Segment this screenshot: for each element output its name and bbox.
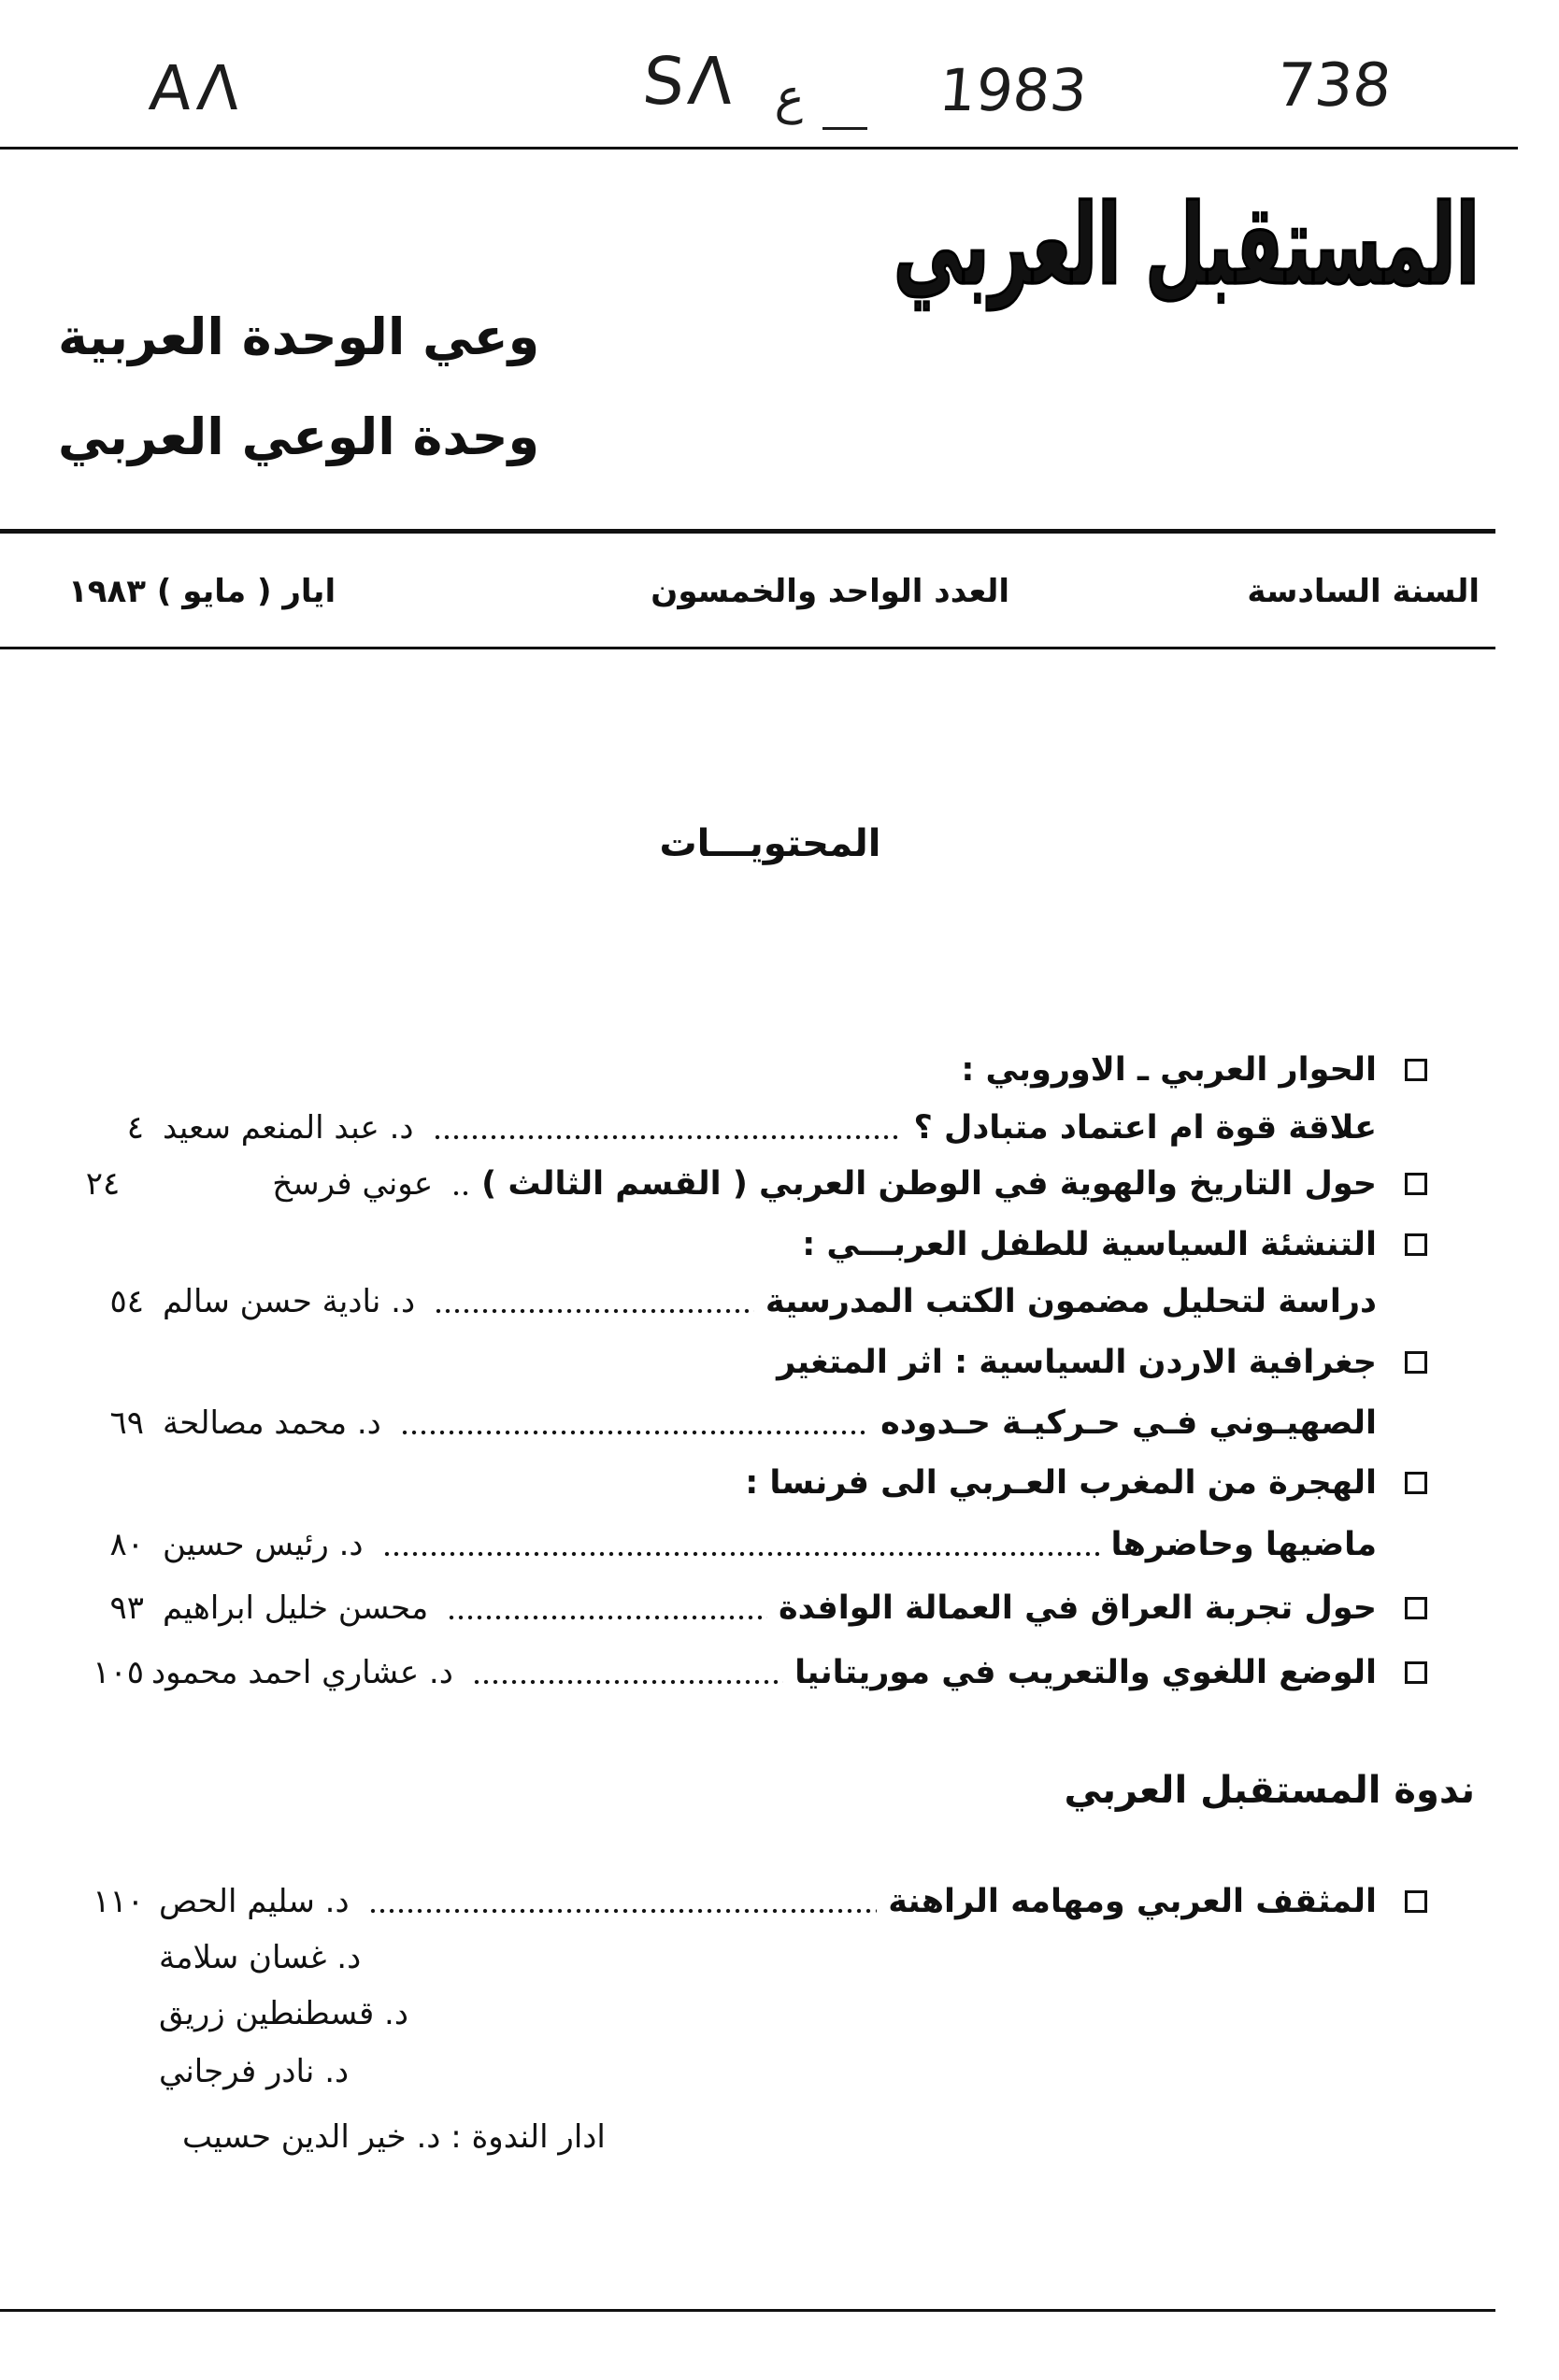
toc-page-number: ٩٣ (109, 1589, 144, 1627)
toc-title: التنشئة السياسية للطفل العربـــي : (802, 1226, 1377, 1263)
toc-entry (56, 1158, 1427, 1210)
toc-entry (56, 1646, 1427, 1699)
symposium-participant: د. غسان سلامة (159, 1939, 362, 1976)
toc-title: حول تجربة العراق في العمالة الوافدة (779, 1589, 1377, 1627)
toc-author: محسن خليل ابراهيم (163, 1589, 429, 1627)
toc-entry-continuation (56, 1518, 1427, 1571)
toc-subtitle: دراسة لتحليل مضمون الكتب المدرسية (765, 1283, 1377, 1320)
square-bullet-icon (1405, 1597, 1427, 1619)
symposium-participant: د. نادر فرجاني (159, 2053, 350, 2090)
dot-leader (433, 1134, 903, 1140)
headline-line-2: وحدة الوعي العربي (58, 407, 540, 466)
square-bullet-icon (1405, 1472, 1427, 1494)
toc-entry-continuation (56, 1276, 1427, 1328)
indent (1377, 1423, 1427, 1424)
square-bullet-icon (1405, 1173, 1427, 1195)
toc-author: د. رئيس حسين (163, 1526, 364, 1563)
toc-entry-continuation (56, 1102, 1427, 1154)
toc-author: د. عشاري احمد محمود (151, 1654, 453, 1691)
symposium-participant: د. قسطنطين زريق (159, 1995, 408, 2032)
symposium-heading: ندوة المستقبل العربي (1064, 1769, 1475, 1812)
dot-leader (382, 1551, 1100, 1557)
toc-page-number: ٥٤ (109, 1283, 144, 1320)
toc-subtitle: الصهيـوني فـي حـركيـة حـدوده (880, 1404, 1377, 1442)
symposium-participant: د. سليم الحص (159, 1883, 350, 1920)
toc-entry-continuation (56, 1397, 1427, 1449)
square-bullet-icon (1405, 1233, 1427, 1256)
symposium-moderator: ادار الندوة : د. خير الدين حسيب (182, 2118, 606, 2156)
volume-year-label: السنة السادسة (1247, 573, 1480, 610)
thick-rule (0, 529, 1495, 534)
symposium-title: المثقف العربي ومهامه الراهنة (888, 1883, 1377, 1920)
bottom-rule (0, 2309, 1495, 2312)
square-bullet-icon (1405, 1661, 1427, 1684)
toc-title: الوضع اللغوي والتعريب في موريتانيا (794, 1654, 1377, 1691)
square-bullet-icon (1405, 1059, 1427, 1081)
headline-line-1: وعي الوحدة العربية (58, 307, 540, 366)
toc-entry (56, 1219, 1427, 1271)
toc-title: جغرافية الاردن السياسية : اثر المتغير (777, 1344, 1377, 1381)
toc-page-number: ١٠٥ (93, 1654, 144, 1691)
toc-title: حول التاريخ والهوية في الوطن العربي ( القسم الثالث ) (481, 1165, 1377, 1203)
top-rule (0, 147, 1518, 150)
magazine-logo: المستقبل العربي (893, 181, 1480, 310)
toc-subtitle: علاقة قوة ام اعتماد متبادل ؟ (913, 1109, 1377, 1147)
symposium-page-number: ١١٠ (93, 1883, 144, 1920)
handwritten-number: 738 (1273, 51, 1395, 121)
toc-page-number: ٨٠ (109, 1526, 144, 1563)
issue-number-label: العدد الواحد والخمسون (651, 573, 1009, 610)
dot-leader (368, 1908, 878, 1914)
square-bullet-icon (1405, 1351, 1427, 1374)
toc-page-number: ٤ (126, 1109, 144, 1147)
info-rule (0, 647, 1495, 649)
dot-leader (447, 1615, 767, 1620)
dot-leader (434, 1308, 754, 1314)
indent (1377, 1545, 1427, 1546)
indent (1377, 1128, 1427, 1129)
toc-entry (56, 1044, 1427, 1096)
toc-author: د. محمد مصالحة (163, 1404, 381, 1442)
handwritten-stroke (822, 127, 867, 130)
indent (1377, 1302, 1427, 1303)
issue-date-label: ايار ( مايو ) ١٩٨٣ (68, 573, 336, 610)
toc-author: د. نادية حسن سالم (163, 1283, 416, 1320)
toc-page-number: ٢٤ (85, 1165, 121, 1203)
dot-leader (472, 1679, 783, 1685)
handwritten-issue-letter: ع (773, 69, 808, 125)
toc-subtitle: ماضيها وحاضرها (1110, 1526, 1377, 1563)
symposium-entry (56, 1875, 1427, 1928)
toc-author: د. عبد المنعم سعيد (163, 1109, 414, 1147)
handwritten-issue-mark: SΛ (639, 43, 740, 120)
toc-entry (56, 1336, 1427, 1389)
dot-leader (400, 1430, 869, 1435)
toc-entry (56, 1457, 1427, 1509)
contents-heading: المحتويـــات (659, 822, 881, 865)
toc-entry (56, 1582, 1427, 1634)
toc-author: عوني فرسخ (272, 1165, 434, 1203)
dot-leader (451, 1190, 470, 1196)
toc-page-number: ٦٩ (109, 1404, 144, 1442)
handwritten-year: 1983 (936, 56, 1091, 124)
square-bullet-icon (1405, 1890, 1427, 1913)
handwritten-left-mark: AΛ (146, 52, 249, 124)
toc-title: الحوار العربي ـ الاوروبي : (961, 1051, 1377, 1089)
toc-title: الهجرة من المغرب العـربي الى فرنسا : (745, 1464, 1377, 1502)
